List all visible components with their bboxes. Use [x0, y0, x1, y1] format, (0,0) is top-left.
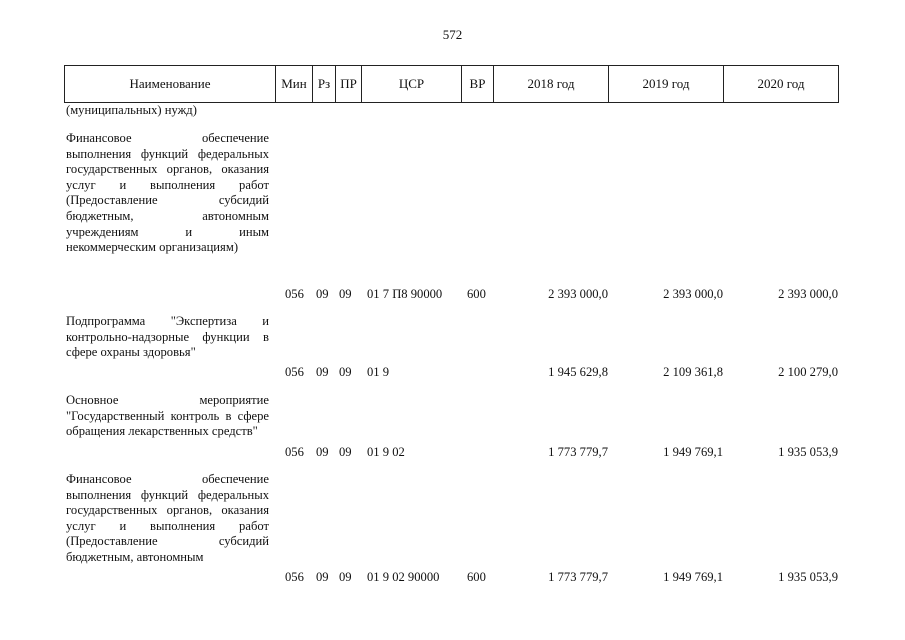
cell-2020: 2 393 000,0: [778, 287, 838, 301]
table-row: [0, 364, 905, 380]
cell-2018: 1 773 779,7: [548, 570, 608, 584]
row-name: Финансовое обеспечение выполнения функций федеральных государственных органов, оказания услуг и выполнения работ (Предоставление субсидий бюджетным, автономным учреждениям и иным некоммерческим организациям): [66, 131, 269, 255]
cell-vr: 600: [467, 570, 486, 584]
header-year-2018: 2018 год: [494, 66, 609, 103]
table-row: [0, 569, 905, 585]
cell-2019: 1 949 769,1: [663, 445, 723, 459]
cell-csr: 01 9 02 90000: [367, 570, 440, 584]
cell-rz: 09: [316, 365, 329, 379]
cell-rz: 09: [316, 570, 329, 584]
cell-2018: 2 393 000,0: [548, 287, 608, 301]
cell-vr: 600: [467, 287, 486, 301]
cell-2019: 2 393 000,0: [663, 287, 723, 301]
cell-2019: 2 109 361,8: [663, 365, 723, 379]
header-rz: Рз: [313, 66, 336, 103]
cell-pr: 09: [339, 570, 352, 584]
cell-pr: 09: [339, 445, 352, 459]
table-row: [0, 286, 905, 302]
cell-2019: 1 949 769,1: [663, 570, 723, 584]
cell-2020: 1 935 053,9: [778, 570, 838, 584]
cell-2018: 1 773 779,7: [548, 445, 608, 459]
header-csr: ЦСР: [362, 66, 462, 103]
row-name: Основное мероприятие "Государственный контроль в сфере обращения лекарственных средств": [66, 393, 269, 439]
cell-csr: 01 9 02: [367, 445, 405, 459]
cell-min: 056: [285, 287, 304, 301]
cell-rz: 09: [316, 445, 329, 459]
header-year-2020: 2020 год: [724, 66, 839, 103]
cell-2020: 2 100 279,0: [778, 365, 838, 379]
cell-min: 056: [285, 445, 304, 459]
cell-2020: 1 935 053,9: [778, 445, 838, 459]
table-row: [0, 444, 905, 460]
row-name: Финансовое обеспечение выполнения функций федеральных государственных органов, оказания услуг и выполнения работ (Предоставление субсидий бюджетным, автономным: [66, 472, 269, 564]
cell-min: 056: [285, 365, 304, 379]
header-pr: ПР: [336, 66, 362, 103]
cell-csr: 01 9: [367, 365, 390, 379]
row-name: (муниципальных) нужд): [66, 103, 197, 117]
table-header: [64, 65, 839, 103]
header-name: Наименование: [65, 66, 276, 103]
cell-pr: 09: [339, 365, 352, 379]
header-year-2019: 2019 год: [609, 66, 724, 103]
cell-2018: 1 945 629,8: [548, 365, 608, 379]
page-number: 572: [442, 27, 463, 42]
cell-min: 056: [285, 570, 304, 584]
cell-csr: 01 7 П8 90000: [367, 287, 443, 301]
cell-rz: 09: [316, 287, 329, 301]
row-name: Подпрограмма "Экспертиза и контрольно-надзорные функции в сфере охраны здоровья": [66, 314, 269, 360]
cell-pr: 09: [339, 287, 352, 301]
header-min: Мин: [276, 66, 313, 103]
header-vr: ВР: [462, 66, 494, 103]
